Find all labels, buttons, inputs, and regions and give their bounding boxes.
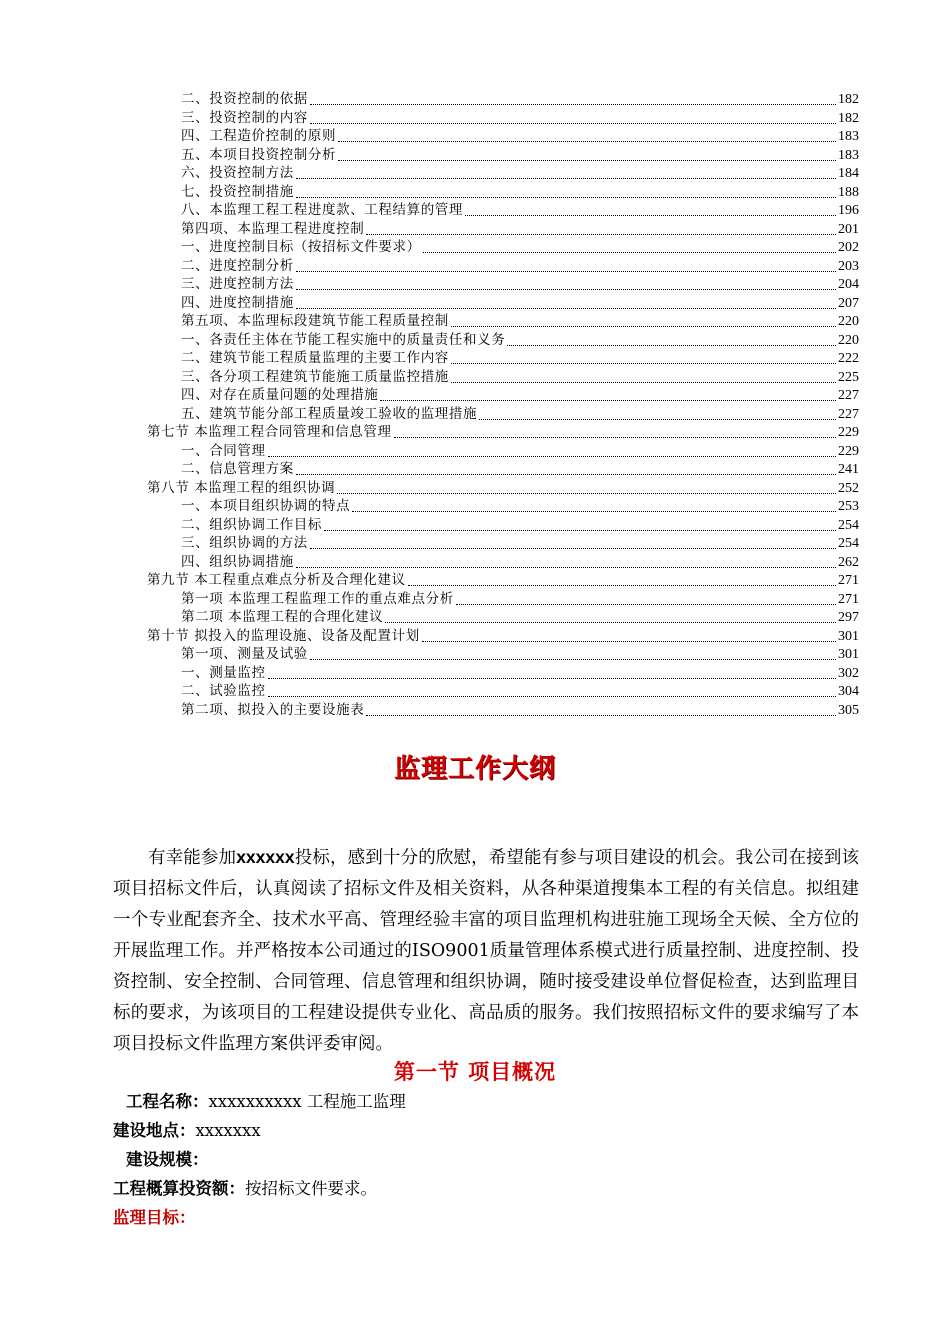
toc-entry-title: 四、进度控制措施 (181, 294, 294, 311)
toc-entry-page: 254 (838, 517, 859, 533)
toc-entry[interactable] (181, 516, 859, 534)
toc-leader-dots (422, 640, 836, 642)
toc-leader-dots (337, 492, 836, 494)
toc-entry-title: 第四项、本监理工程进度控制 (181, 220, 365, 237)
toc-leader-dots (296, 196, 836, 198)
toc-leader-dots (296, 473, 836, 475)
toc-entry-title: 二、投资控制的依据 (181, 91, 308, 107)
toc-leader-dots (296, 288, 836, 290)
toc-leader-dots (352, 510, 836, 512)
toc-entry[interactable] (147, 627, 859, 645)
toc-entry-title: 七、投资控制措施 (181, 183, 294, 200)
toc-entry-title: 第二项、拟投入的主要设施表 (181, 701, 365, 718)
toc-leader-dots (451, 325, 836, 327)
toc-entry-page: 302 (838, 665, 859, 681)
toc-entry-page: 184 (838, 166, 859, 181)
toc-leader-dots (338, 159, 836, 161)
toc-leader-dots (394, 436, 836, 438)
toc-leader-dots (296, 177, 836, 179)
toc-entry-page: 182 (838, 92, 859, 107)
toc-leader-dots (268, 677, 836, 679)
toc-entry[interactable] (181, 386, 859, 404)
toc-entry[interactable] (181, 664, 859, 682)
toc-leader-dots (385, 621, 836, 623)
toc-leader-dots (507, 344, 836, 346)
toc-entry-title: 一、合同管理 (181, 442, 266, 459)
toc-leader-dots (310, 658, 836, 660)
toc-entry[interactable] (181, 90, 859, 108)
toc-leader-dots (479, 418, 836, 420)
toc-entry-title: 五、本项目投资控制分析 (181, 146, 337, 163)
toc-entry[interactable] (181, 331, 859, 349)
toc-entry-title: 一、各责任主体在节能工程实施中的质量责任和义务 (181, 331, 506, 348)
toc-leader-dots (366, 714, 836, 716)
toc-entry-page: 304 (838, 684, 859, 699)
toc-leader-dots (324, 529, 836, 531)
toc-leader-dots (310, 122, 836, 124)
toc-entry-title: 二、组织协调工作目标 (181, 516, 322, 533)
toc-leader-dots (451, 381, 836, 383)
toc-entry-title: 六、投资控制方法 (181, 165, 294, 181)
toc-entry[interactable] (181, 608, 859, 626)
toc-entry-page: 222 (838, 351, 859, 366)
toc-entry-page: 305 (838, 702, 859, 718)
toc-entry-title: 二、进度控制分析 (181, 257, 294, 274)
toc-entry-title: 三、投资控制的内容 (181, 109, 308, 126)
toc-entry[interactable] (181, 164, 859, 182)
toc-entry[interactable] (181, 275, 859, 293)
toc-entry[interactable] (181, 220, 859, 238)
field-key: 工程概算投资额： (113, 1179, 245, 1198)
toc-leader-dots (310, 103, 836, 105)
toc-leader-dots (456, 603, 836, 605)
toc-entry-page: 220 (838, 332, 859, 348)
toc-entry-page: 188 (838, 184, 859, 200)
toc-entry-page: 241 (838, 462, 859, 477)
toc-entry-page: 271 (838, 573, 859, 588)
intro-before: 有幸能参加 (148, 848, 237, 868)
toc-entry[interactable] (181, 442, 859, 460)
field-key: 建设地点： (113, 1121, 196, 1140)
toc-entry[interactable] (181, 701, 859, 719)
toc-entry-page: 225 (838, 369, 859, 385)
toc-entry-title: 一、进度控制目标（按招标文件要求） (181, 239, 421, 255)
toc-entry-page: 183 (838, 147, 859, 163)
toc-entry[interactable] (181, 312, 859, 330)
toc-entry[interactable] (147, 571, 859, 589)
toc-leader-dots (408, 584, 836, 586)
toc-entry[interactable] (181, 368, 859, 386)
field-key: 监理目标： (113, 1208, 196, 1227)
toc-entry[interactable] (181, 127, 859, 145)
toc-entry[interactable] (147, 479, 859, 497)
toc-entry-title: 第七节 本监理工程合同管理和信息管理 (147, 424, 392, 440)
toc-entry-title: 第一项 本监理工程监理工作的重点难点分析 (181, 590, 454, 607)
toc-leader-dots (338, 140, 836, 142)
intro-paragraph (113, 842, 859, 1060)
toc-entry-title: 二、试验监控 (181, 683, 266, 699)
toc-entry-title: 第二项 本监理工程的合理化建议 (181, 609, 384, 625)
toc-entry-title: 八、本监理工程工程进度款、工程结算的管理 (181, 202, 463, 218)
toc-entry-title: 二、信息管理方案 (181, 461, 294, 477)
toc-entry-title: 二、建筑节能工程质量监理的主要工作内容 (181, 350, 449, 366)
intro-bold: xxxxxx (236, 847, 295, 867)
toc-entry[interactable] (181, 645, 859, 663)
toc-entry-title: 一、测量监控 (181, 664, 266, 681)
toc-entry-page: 297 (838, 610, 859, 625)
toc-entry[interactable] (181, 534, 859, 552)
toc-entry[interactable] (181, 183, 859, 201)
section-title: 第一节 项目概况 (393, 1060, 557, 1084)
toc-entry-page: 220 (838, 314, 859, 329)
toc-entry[interactable] (181, 682, 859, 700)
toc-entry-page: 227 (838, 406, 859, 422)
toc-leader-dots (451, 362, 836, 364)
field-project-name (126, 1090, 406, 1114)
toc-entry[interactable] (181, 405, 859, 423)
toc-entry-page: 253 (838, 499, 859, 514)
toc-leader-dots (423, 251, 836, 253)
toc-entry-page: 201 (838, 221, 859, 237)
toc-entry[interactable] (181, 590, 859, 608)
toc-entry-title: 五、建筑节能分部工程质量竣工验收的监理措施 (181, 405, 478, 422)
toc-entry[interactable] (181, 257, 859, 275)
toc-leader-dots (268, 695, 836, 697)
field-scale (126, 1148, 209, 1172)
field-key: 工程名称： (126, 1092, 209, 1111)
toc-leader-dots (380, 399, 836, 401)
toc-entry-page: 227 (838, 388, 859, 403)
toc-entry-page: 183 (838, 129, 859, 144)
toc-leader-dots (296, 270, 836, 272)
toc-entry-page: 301 (838, 628, 859, 644)
toc-entry-title: 第一项、测量及试验 (181, 646, 308, 662)
toc-entry[interactable] (181, 294, 859, 312)
toc-entry-title: 第十节 拟投入的监理设施、设备及配置计划 (147, 627, 420, 644)
toc-entry-page: 229 (838, 443, 859, 459)
toc-entry-title: 四、对存在质量问题的处理措施 (181, 387, 379, 403)
toc-leader-dots (296, 566, 836, 568)
field-location (113, 1119, 261, 1143)
toc-entry-page: 202 (838, 240, 859, 255)
toc-entry[interactable] (181, 497, 859, 515)
toc-entry[interactable] (181, 109, 859, 127)
toc-entry-title: 三、各分项工程建筑节能施工质量监控措施 (181, 368, 449, 385)
toc-entry-page: 196 (838, 203, 859, 218)
toc-entry-page: 252 (838, 480, 859, 496)
field-investment (113, 1177, 377, 1201)
main-title: 监理工作大纲 (393, 754, 556, 784)
toc-entry-page: 204 (838, 277, 859, 292)
toc-entry-title: 第九节 本工程重点难点分析及合理化建议 (147, 572, 406, 588)
toc-entry-page: 271 (838, 591, 859, 607)
toc-entry-page: 262 (838, 554, 859, 570)
field-objective (113, 1206, 196, 1230)
field-key: 建设规模： (126, 1150, 209, 1169)
toc-entry-page: 182 (838, 110, 859, 126)
toc-entry[interactable] (181, 146, 859, 164)
toc-entry-title: 四、工程造价控制的原则 (181, 128, 337, 144)
toc-entry-page: 254 (838, 536, 859, 551)
toc-leader-dots (366, 233, 836, 235)
toc-leader-dots (268, 455, 836, 457)
toc-entry-title: 第八节 本监理工程的组织协调 (147, 479, 336, 496)
toc-entry[interactable] (181, 349, 859, 367)
toc-entry-title: 三、组织协调的方法 (181, 535, 308, 551)
field-value: xxxxxxx (195, 1121, 261, 1140)
toc-entry-page: 301 (838, 647, 859, 662)
toc-entry-page: 203 (838, 258, 859, 274)
intro-after: 投标，感到十分的欣慰，希望能有参与项目建设的机会。我公司在接到该项目招标文件后，认真阅读了招标文件及相关资料，从各种渠道搜集本工程的有关信息。拟组建一个专业配套齐全、技术水平高、管理经验丰富的项目监理机构进驻施工现场全天候、全方位的开展监理工作。并严格按本公司通过的ISO9001质量管理体系模式进行质量控制、进度控制、投资控制、安全控制、合同管理、信息管理和组织协调，随时接受建设单位督促检查，达到监理目标的要求，为该项目的工程建设提供专业化、高品质的服务。我们按照招标文件的要求编写了本项目投标文件监理方案供评委审阅。 (113, 848, 860, 1054)
toc-entry[interactable] (181, 553, 859, 571)
toc-leader-dots (296, 307, 836, 309)
toc-entry-title: 三、进度控制方法 (181, 276, 294, 292)
toc-entry-page: 229 (838, 425, 859, 440)
toc-entry-title: 一、本项目组织协调的特点 (181, 498, 351, 514)
toc-entry[interactable] (181, 201, 859, 219)
toc-entry[interactable] (181, 460, 859, 478)
field-value: xxxxxxxxxx 工程施工监理 (208, 1092, 406, 1111)
toc-entry[interactable] (147, 423, 859, 441)
toc-leader-dots (310, 547, 836, 549)
toc-entry[interactable] (181, 238, 859, 256)
field-value: 按招标文件要求。 (245, 1179, 377, 1198)
toc-leader-dots (465, 214, 836, 216)
toc-entry-page: 207 (838, 295, 859, 311)
toc-entry-title: 四、组织协调措施 (181, 553, 294, 570)
toc-entry-title: 第五项、本监理标段建筑节能工程质量控制 (181, 313, 449, 329)
